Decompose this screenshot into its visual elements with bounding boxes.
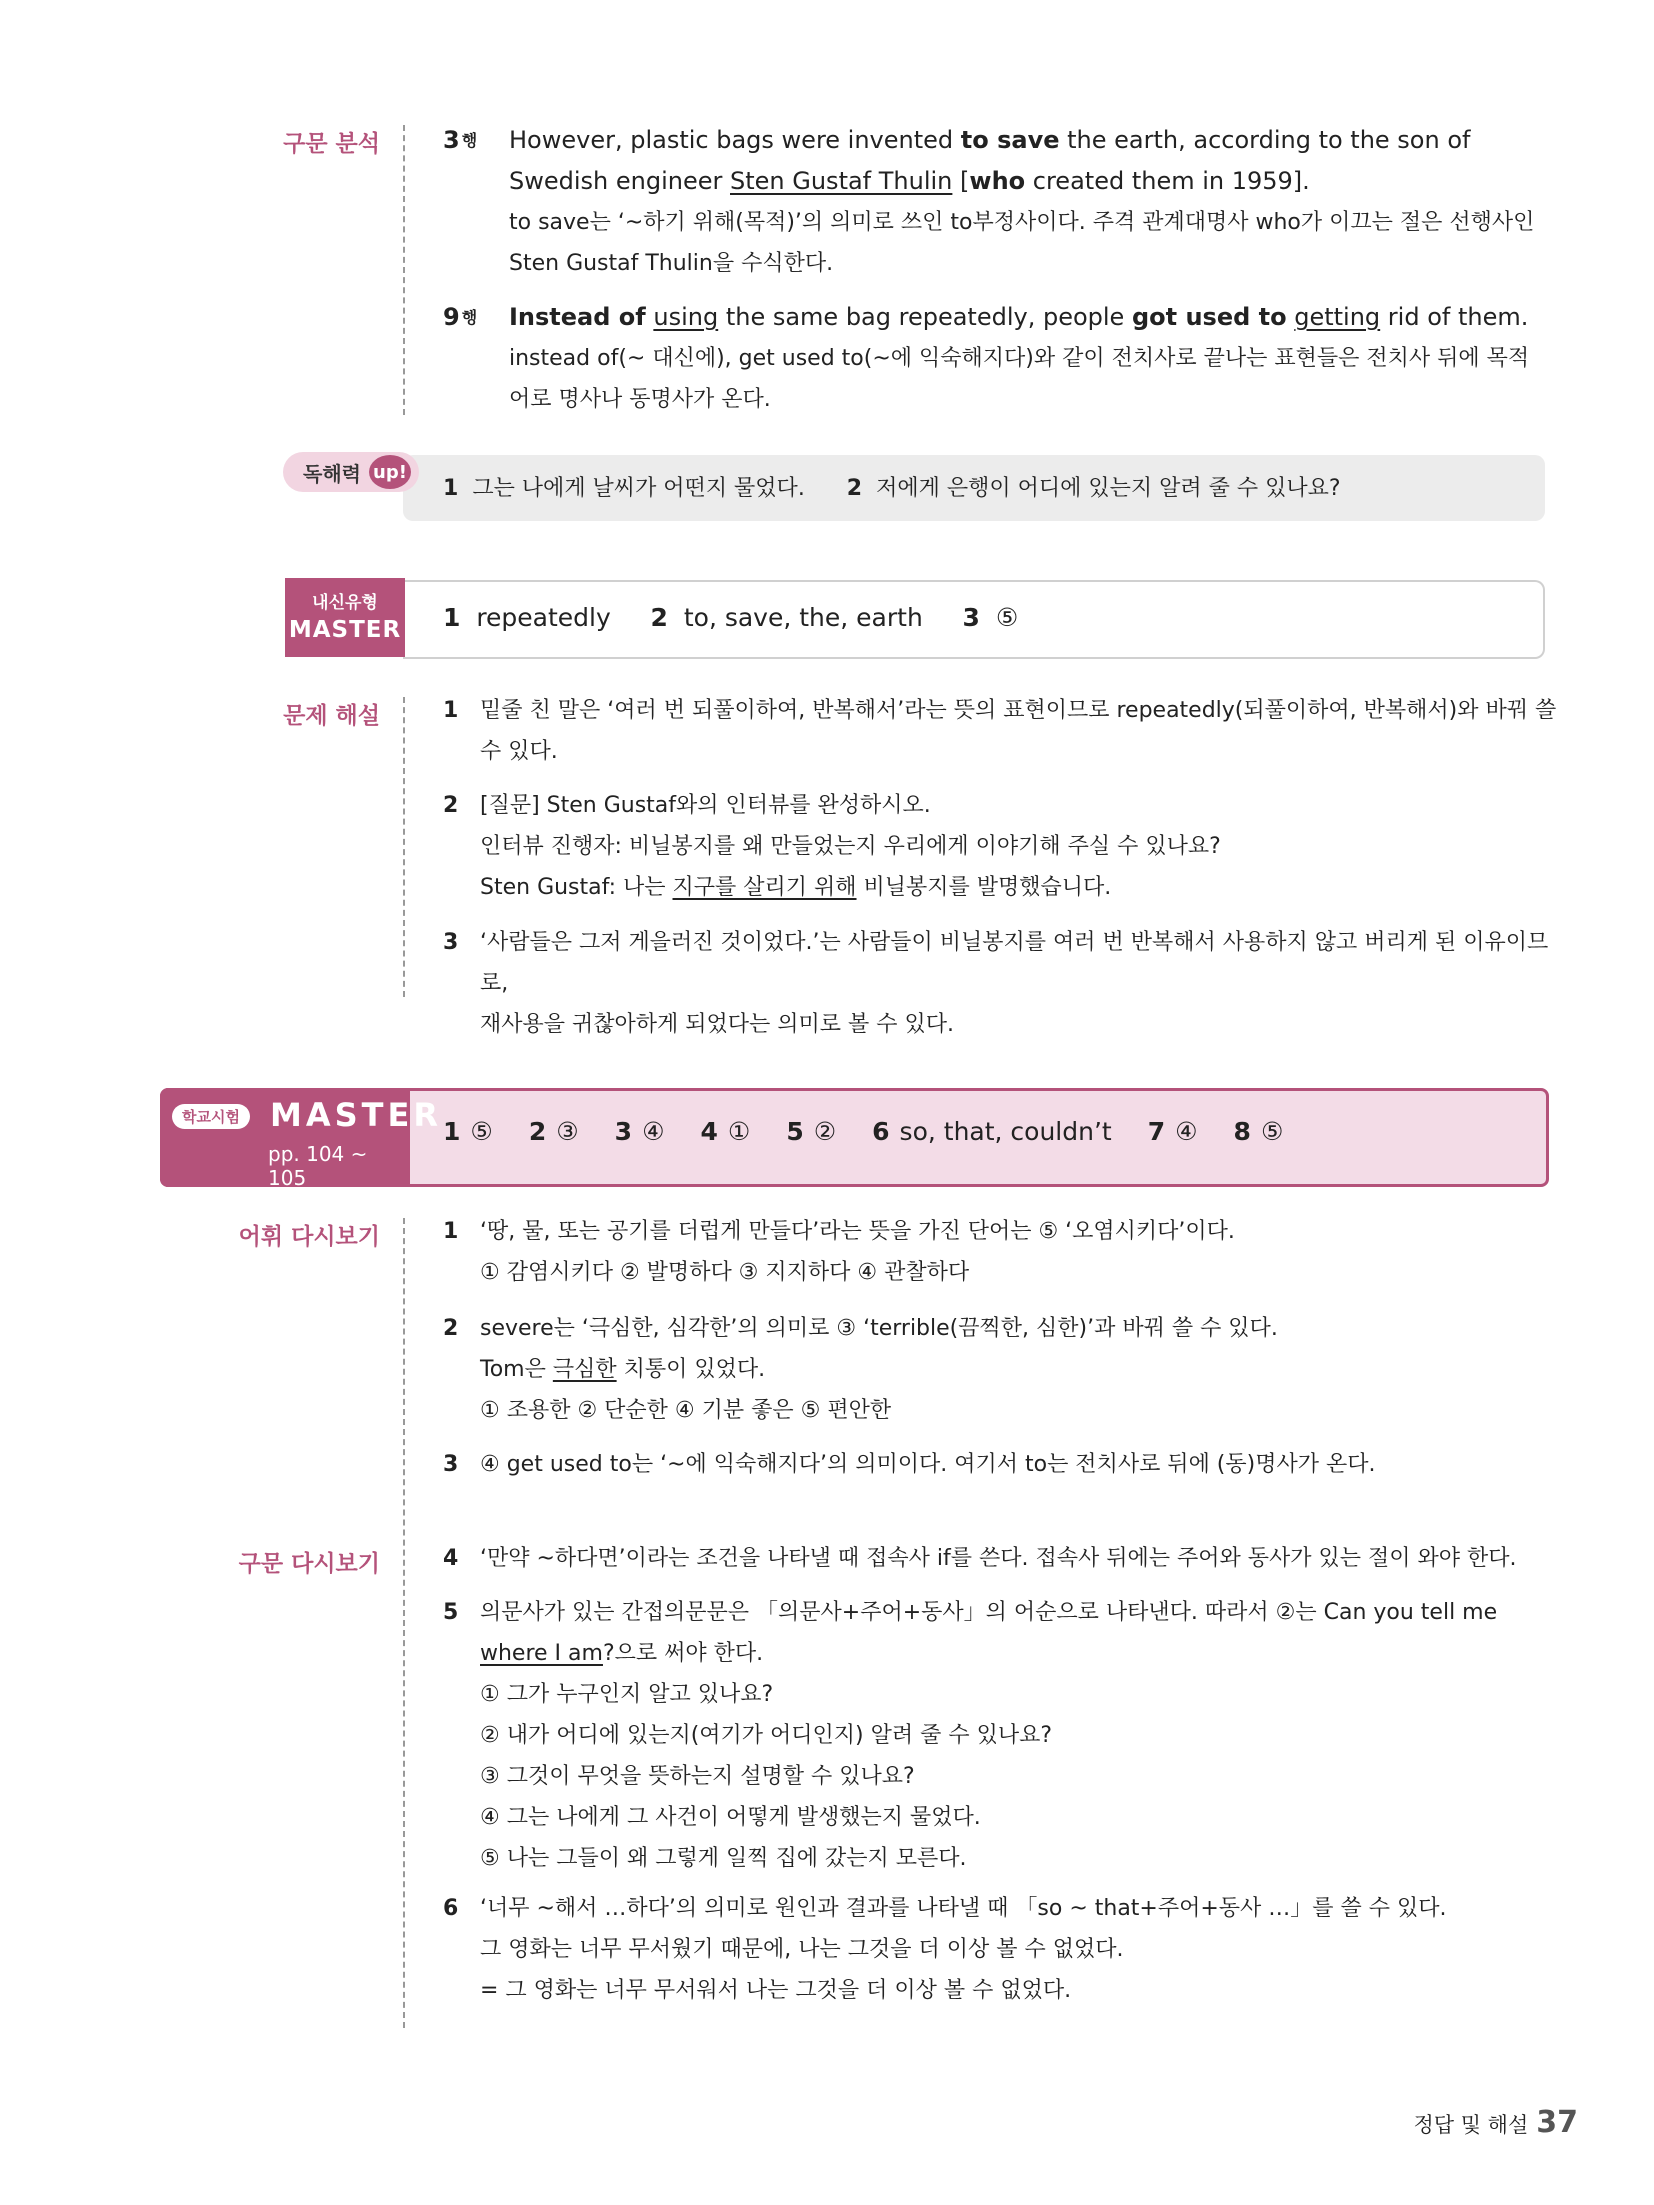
problem-item-3: 3 ‘사람들은 그저 게을러진 것이었다.’는 사람들이 비닐봉지를 여러 번 반복해서 사용하지 않고 버리게 된 이유이므로, 재사용을 귀찮아하게 되었다는 의미로 볼 수 있다.: [443, 930, 1549, 1037]
answer: 1 ⑤: [443, 1117, 493, 1146]
school-answers: [443, 1117, 1283, 1146]
school-master-tag: [160, 1088, 442, 1190]
answer: 2 ③: [528, 1117, 579, 1146]
problem-item-1: 1 밑줄 친 말은 ‘여러 번 되풀이하여, 반복해서’라는 뜻의 표현이므로 repeatedly(되풀이하여, 반복해서)와 바꿔 쓸 수 있다.: [443, 698, 1557, 764]
master-title: MASTER: [270, 1096, 442, 1134]
up-badge: up!: [369, 455, 411, 489]
answer: 7 ④: [1147, 1117, 1198, 1146]
vocab-review-label: 어휘 다시보기: [238, 1224, 380, 1250]
footer-label: 정답 및 해설: [1413, 2113, 1529, 2137]
reading-up-tag-text: 독해력: [303, 461, 361, 486]
vocab-item-1: 1 ‘땅, 물, 또는 공기를 더럽게 만들다’라는 뜻을 가진 단어는 ⑤ ‘오염시키다’이다. ① 감염시키다 ② 발명하다 ③ 지지하다 ④ 관찰하다: [443, 1219, 1235, 1285]
divider: [403, 697, 405, 997]
text-line: 어로 명사나 동명사가 온다.: [509, 387, 771, 412]
page-range: pp. 104 ~ 105: [268, 1142, 368, 1190]
reading-up-tag: [283, 452, 419, 492]
naesin-master-tag: 내신유형 MASTER: [285, 578, 405, 657]
page-footer: [1413, 2105, 1578, 2140]
item-number: 3 $^행$: [443, 126, 478, 154]
divider: [403, 125, 405, 415]
problem-item-2: 2 [질문] Sten Gustaf와의 인터뷰를 완성하시오. 인터뷰 진행자: 비닐봉지를 왜 만들었는지 우리에게 이야기해 주실 수 있나요? Sten Gustaf: 나는 지구를 살리기 위해 비닐봉지를 발명했습니다.: [443, 793, 1221, 900]
syntax-review-item-4: 4 ‘만약 ~하다면’이라는 조건을 나타낼 때 접속사 if를 쓴다. 접속사 뒤에는 주어와 동사가 있는 절이 와야 한다.: [443, 1546, 1517, 1571]
answer: 3 ④: [614, 1117, 665, 1146]
syntax-review-item-6: 6 ‘너무 ~해서 …하다’의 의미로 원인과 결과를 나타낼 때 「so ~ that+주어+동사 …」를 쓸 수 있다. 그 영화는 너무 무서웠기 때문에, 나는 그것을 더 이상 볼 수 없었다. = 그 영화는 너무 무서워서 나는 그것을 더 이상 볼 수 없었다.: [443, 1896, 1447, 2003]
vocab-item-3: 3 ④ get used to는 ‘~에 익숙해지다’의 의미이다. 여기서 to는 전치사로 뒤에 (동)명사가 온다.: [443, 1452, 1376, 1477]
syntax-review-item-5: 5 의문사가 있는 간접의문문은 「의문사+주어+동사」의 어순으로 나타낸다. 따라서 ②는 Can you tell me where I am?으로 써야 한다. ① 그가 누구인지 알고 있나요? ② 내가 어디에 있는지(여기가 어디인지) 알려 줄 수 있나요? ③ 그것이 무엇을 뜻하는지 설명할 수 있나요? ④ 그는 나에게 그 사건이 어떻게 발생했는지 물었다. ⑤ 나는 그들이 왜 그렇게 일찍 집에 갔는지 모른다.: [443, 1600, 1498, 1871]
naesin-answers: 1 repeatedly 2 to, save, the, earth 3 ⑤: [443, 603, 1019, 632]
syntax-item-9: [443, 297, 1558, 420]
text-line: Sten Gustaf Thulin을 수식한다.: [509, 251, 834, 276]
answer: 6 so, that, couldn’t: [872, 1117, 1112, 1146]
answer: 8 ⑤: [1233, 1117, 1284, 1146]
text-line: Instead of using the same bag repeatedly, people got used to getting rid of them.: [509, 303, 1529, 331]
problem-explanation-label: 문제 해설: [283, 703, 380, 729]
syntax-item-3: [443, 120, 1558, 284]
text-line: instead of(~ 대신에), get used to(~에 익숙해지다)와 같이 전치사로 끝나는 표현들은 전치사 뒤에 목적: [509, 346, 1530, 371]
text-line: Swedish engineer Sten Gustaf Thulin [who created them in 1959].: [509, 167, 1310, 195]
divider: [403, 1218, 405, 2028]
item-number: 9 $^행$: [443, 303, 478, 331]
text-line: to save는 ‘~하기 위해(목적)’의 의미로 쓰인 to부정사이다. 주격 관계대명사 who가 이끄는 절은 선행사인: [509, 210, 1535, 235]
answer: 5 ②: [786, 1117, 837, 1146]
school-test-pill: 학교시험: [172, 1104, 250, 1129]
syntax-review-label: 구문 다시보기: [238, 1551, 380, 1577]
vocab-item-2: 2 severe는 ‘극심한, 심각한’의 의미로 ③ ‘terrible(끔찍한, 심한)’과 바꿔 쓸 수 있다. Tom은 극심한 치통이 있었다. ① 조용한 ② 단순한 ④ 기분 좋은 ⑤ 편안한: [443, 1316, 1278, 1423]
syntax-analysis-label: 구문 분석: [283, 131, 380, 157]
answer: 4 ①: [700, 1117, 751, 1146]
text-line: However, plastic bags were invented to save the earth, according to the son of: [509, 126, 1471, 154]
page-number: 37: [1536, 2105, 1578, 2140]
reading-up-answers: 1 그는 나에게 날씨가 어떤지 물었다. 2 저에게 은행이 어디에 있는지 알려 줄 수 있나요?: [443, 476, 1341, 501]
